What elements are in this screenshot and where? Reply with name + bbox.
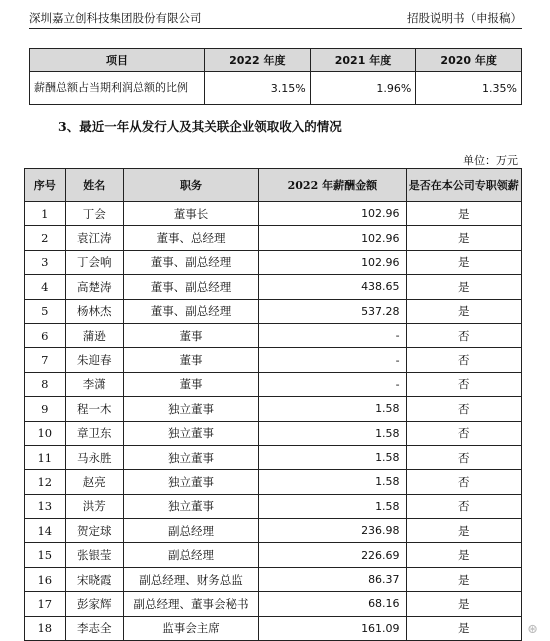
column-header: 是否在本公司专职领薪 bbox=[406, 169, 521, 202]
column-header: 2022 年薪酬金额 bbox=[259, 169, 406, 202]
column-header: 2021 年度 bbox=[310, 49, 416, 72]
person-name: 袁江涛 bbox=[65, 226, 123, 250]
row-number: 5 bbox=[25, 299, 66, 323]
watermark-icon: ⊛ bbox=[527, 622, 538, 637]
person-name: 朱迎春 bbox=[65, 348, 123, 372]
salary-amount: 236.98 bbox=[259, 519, 406, 543]
position: 董事 bbox=[123, 372, 258, 396]
column-header: 2022 年度 bbox=[205, 49, 311, 72]
person-name: 赵亮 bbox=[65, 470, 123, 494]
column-header: 职务 bbox=[123, 169, 258, 202]
row-number: 8 bbox=[25, 372, 66, 396]
person-name: 蒲逊 bbox=[65, 323, 123, 347]
row-number: 18 bbox=[25, 616, 66, 640]
person-name: 章卫东 bbox=[65, 421, 123, 445]
salary-amount: 438.65 bbox=[259, 275, 406, 299]
salary-amount: 161.09 bbox=[259, 616, 406, 640]
position: 监事会主席 bbox=[123, 616, 258, 640]
person-name: 杨林杰 bbox=[65, 299, 123, 323]
position: 副总经理、董事会秘书 bbox=[123, 592, 258, 616]
column-header: 项目 bbox=[30, 49, 205, 72]
salary-amount: 102.96 bbox=[259, 226, 406, 250]
table-row bbox=[25, 567, 522, 591]
person-name: 丁会响 bbox=[65, 250, 123, 274]
salary-amount: 226.69 bbox=[259, 543, 406, 567]
salary-amount: 102.96 bbox=[259, 202, 406, 226]
table-row bbox=[25, 616, 522, 640]
row-number: 3 bbox=[25, 250, 66, 274]
row-number: 15 bbox=[25, 543, 66, 567]
full-time-flag: 否 bbox=[406, 323, 521, 347]
row-number: 16 bbox=[25, 567, 66, 591]
table-row bbox=[25, 323, 522, 347]
position: 副总经理 bbox=[123, 543, 258, 567]
position: 独立董事 bbox=[123, 421, 258, 445]
full-time-flag: 否 bbox=[406, 445, 521, 469]
full-time-flag: 是 bbox=[406, 519, 521, 543]
position: 董事 bbox=[123, 323, 258, 347]
column-header: 2020 年度 bbox=[416, 49, 522, 72]
section-title: 3、最近一年从发行人及其关联企业领取收入的情况 bbox=[58, 119, 342, 134]
row-number: 14 bbox=[25, 519, 66, 543]
ratio-value: 1.96% bbox=[310, 72, 416, 105]
person-name: 高楚涛 bbox=[65, 275, 123, 299]
row-number: 7 bbox=[25, 348, 66, 372]
table-row bbox=[25, 494, 522, 518]
column-header: 序号 bbox=[25, 169, 66, 202]
person-name: 马永胜 bbox=[65, 445, 123, 469]
person-name: 贺定球 bbox=[65, 519, 123, 543]
position: 独立董事 bbox=[123, 397, 258, 421]
row-number: 1 bbox=[25, 202, 66, 226]
full-time-flag: 是 bbox=[406, 299, 521, 323]
row-number: 17 bbox=[25, 592, 66, 616]
salary-ratio-table bbox=[29, 48, 522, 105]
salary-amount: 102.96 bbox=[259, 250, 406, 274]
person-name: 李潇 bbox=[65, 372, 123, 396]
full-time-flag: 是 bbox=[406, 226, 521, 250]
full-time-flag: 否 bbox=[406, 421, 521, 445]
unit-label: 单位：万元 bbox=[463, 154, 518, 167]
full-time-flag: 是 bbox=[406, 592, 521, 616]
full-time-flag: 是 bbox=[406, 567, 521, 591]
full-time-flag: 否 bbox=[406, 470, 521, 494]
full-time-flag: 是 bbox=[406, 202, 521, 226]
table-row bbox=[25, 275, 522, 299]
row-number: 10 bbox=[25, 421, 66, 445]
table-row bbox=[25, 372, 522, 396]
salary-amount: 68.16 bbox=[259, 592, 406, 616]
salary-amount: 1.58 bbox=[259, 397, 406, 421]
position: 独立董事 bbox=[123, 494, 258, 518]
position: 副总经理、财务总监 bbox=[123, 567, 258, 591]
table-header-row bbox=[30, 49, 522, 72]
table-row bbox=[25, 202, 522, 226]
row-number: 13 bbox=[25, 494, 66, 518]
row-number: 6 bbox=[25, 323, 66, 347]
table-row bbox=[25, 250, 522, 274]
full-time-flag: 否 bbox=[406, 348, 521, 372]
full-time-flag: 否 bbox=[406, 372, 521, 396]
table-row bbox=[25, 445, 522, 469]
row-number: 2 bbox=[25, 226, 66, 250]
position: 独立董事 bbox=[123, 445, 258, 469]
person-name: 丁会 bbox=[65, 202, 123, 226]
position: 董事 bbox=[123, 348, 258, 372]
position: 董事、副总经理 bbox=[123, 275, 258, 299]
full-time-flag: 否 bbox=[406, 494, 521, 518]
position: 董事、总经理 bbox=[123, 226, 258, 250]
row-number: 12 bbox=[25, 470, 66, 494]
position: 副总经理 bbox=[123, 519, 258, 543]
table-row bbox=[25, 299, 522, 323]
page-header bbox=[29, 6, 522, 29]
salary-amount: - bbox=[259, 348, 406, 372]
position: 董事、副总经理 bbox=[123, 250, 258, 274]
position: 独立董事 bbox=[123, 470, 258, 494]
full-time-flag: 是 bbox=[406, 616, 521, 640]
salary-amount: 1.58 bbox=[259, 421, 406, 445]
ratio-value: 3.15% bbox=[205, 72, 311, 105]
full-time-flag: 是 bbox=[406, 275, 521, 299]
table-row bbox=[25, 226, 522, 250]
table-row bbox=[25, 470, 522, 494]
table-row bbox=[25, 348, 522, 372]
full-time-flag: 是 bbox=[406, 250, 521, 274]
person-name: 宋晓霞 bbox=[65, 567, 123, 591]
position: 董事、副总经理 bbox=[123, 299, 258, 323]
table-row bbox=[25, 592, 522, 616]
salary-amount: 86.37 bbox=[259, 567, 406, 591]
row-number: 9 bbox=[25, 397, 66, 421]
salary-amount: 537.28 bbox=[259, 299, 406, 323]
salary-amount: 1.58 bbox=[259, 494, 406, 518]
document-type: 招股说明书（申报稿） bbox=[407, 11, 522, 25]
ratio-value: 1.35% bbox=[416, 72, 522, 105]
person-name: 程一木 bbox=[65, 397, 123, 421]
table-row bbox=[25, 543, 522, 567]
table-header-row bbox=[25, 169, 522, 202]
salary-table-body bbox=[25, 202, 522, 641]
person-name: 李志全 bbox=[65, 616, 123, 640]
position: 董事长 bbox=[123, 202, 258, 226]
table-row bbox=[25, 519, 522, 543]
person-name: 洪芳 bbox=[65, 494, 123, 518]
company-name: 深圳嘉立创科技集团股份有限公司 bbox=[29, 11, 202, 25]
row-number: 11 bbox=[25, 445, 66, 469]
table-row bbox=[25, 421, 522, 445]
column-header: 姓名 bbox=[65, 169, 123, 202]
salary-amount: 1.58 bbox=[259, 445, 406, 469]
salary-amount: 1.58 bbox=[259, 470, 406, 494]
salary-table bbox=[24, 168, 522, 641]
salary-amount: - bbox=[259, 372, 406, 396]
full-time-flag: 否 bbox=[406, 397, 521, 421]
row-number: 4 bbox=[25, 275, 66, 299]
table-row bbox=[25, 397, 522, 421]
row-label: 薪酬总额占当期利润总额的比例 bbox=[30, 72, 205, 105]
person-name: 彭家辉 bbox=[65, 592, 123, 616]
person-name: 张银莹 bbox=[65, 543, 123, 567]
full-time-flag: 是 bbox=[406, 543, 521, 567]
table-row bbox=[30, 72, 522, 105]
salary-amount: - bbox=[259, 323, 406, 347]
